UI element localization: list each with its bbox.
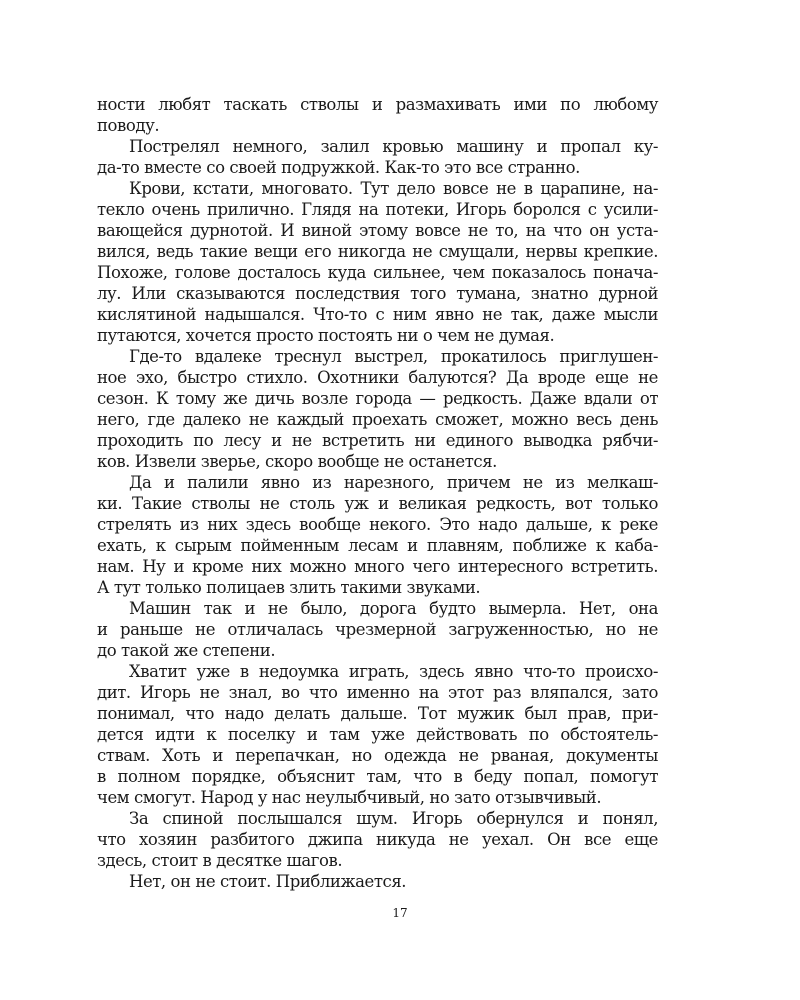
text-line: в полном порядке, объяснит там, что в беду попал, помогут [97,767,658,786]
text-line: что хозяин разбитого джипа никуда не уехал. Он все еще [97,830,658,849]
text-line: сезон. К тому же дичь возле города — редкость. Даже вдали от [97,389,658,408]
paragraph [97,661,658,808]
text-line: путаются, хочется просто постоять ни о чем не думая. [97,326,555,345]
text-line: нам. Ну и кроме них можно много чего интересного встретить. [97,557,658,576]
text-line: Да и палили явно из нарезного, причем не из мелкаш- [129,473,658,492]
text-line: ности любят таскать стволы и размахивать ими по любому [97,95,658,114]
paragraph [97,472,658,598]
text-line: Нет, он не стоит. Приближается. [129,872,407,891]
paragraph [97,808,658,871]
paragraph [97,871,658,892]
paragraph [97,178,658,346]
text-line: вился, ведь такие вещи его никогда не смущали, нервы крепкие. [97,242,658,261]
text-line: Где-то вдалеке треснул выстрел, прокатилось приглушен- [129,347,658,366]
text-line: ствам. Хоть и перепачкан, но одежда не рваная, документы [97,746,658,765]
text-line: да-то вместе со своей подружкой. Как-то это все странно. [97,158,580,177]
text-line: вающейся дурнотой. И виной этому вовсе не то, на что он уста- [97,221,658,240]
text-line: поводу. [97,116,160,135]
text-line: ехать, к сырым пойменным лесам и плавням, поближе к каба- [97,536,658,555]
text-line: За спиной послышался шум. Игорь обернулся и понял, [129,809,658,828]
paragraph [97,598,658,661]
page-number: 17 [392,906,408,920]
text-line: Пострелял немного, залил кровью машину и пропал ку- [129,137,658,156]
text-line: него, где далеко не каждый проехать сможет, можно весь день [97,410,658,429]
body-text [97,94,658,892]
text-line: Машин так и не было, дорога будто вымерла. Нет, она [129,599,658,618]
text-line: Похоже, голове досталось куда сильнее, чем показалось понача- [97,263,658,282]
paragraph [97,136,658,178]
text-line: здесь, стоит в десятке шагов. [97,851,343,870]
text-line: до такой же степени. [97,641,276,660]
text-line: ков. Извели зверье, скоро вообще не останется. [97,452,497,471]
paragraph [97,94,658,136]
text-line: Крови, кстати, многовато. Тут дело вовсе не в царапине, на- [129,179,658,198]
text-line: понимал, что надо делать дальше. Тот мужик был прав, при- [97,704,658,723]
text-line: Хватит уже в недоумка играть, здесь явно что-то происхо- [129,662,658,681]
text-line: и раньше не отличалась чрезмерной загруженностью, но не [97,620,658,639]
text-line: кислятиной надышался. Что-то с ним явно не так, даже мысли [97,305,658,324]
text-line: проходить по лесу и не встретить ни единого выводка рябчи- [97,431,658,450]
text-line: дит. Игорь не знал, во что именно на этот раз вляпался, зато [97,683,658,702]
text-line: дется идти к поселку и там уже действовать по обстоятель- [97,725,658,744]
text-line: стрелять из них здесь вообще некого. Это надо дальше, к реке [97,515,658,534]
text-line: А тут только полицаев злить такими звуками. [97,578,481,597]
text-line: лу. Или сказываются последствия того тумана, знатно дурной [97,284,658,303]
text-line: ное эхо, быстро стихло. Охотники балуются? Да вроде еще не [97,368,658,387]
text-line: текло очень прилично. Глядя на потеки, Игорь боролся с усили- [97,200,658,219]
paragraph [97,346,658,472]
text-line: ки. Такие стволы не столь уж и великая редкость, вот только [97,494,658,513]
text-line: чем смогут. Народ у нас неулыбчивый, но зато отзывчивый. [97,788,602,807]
